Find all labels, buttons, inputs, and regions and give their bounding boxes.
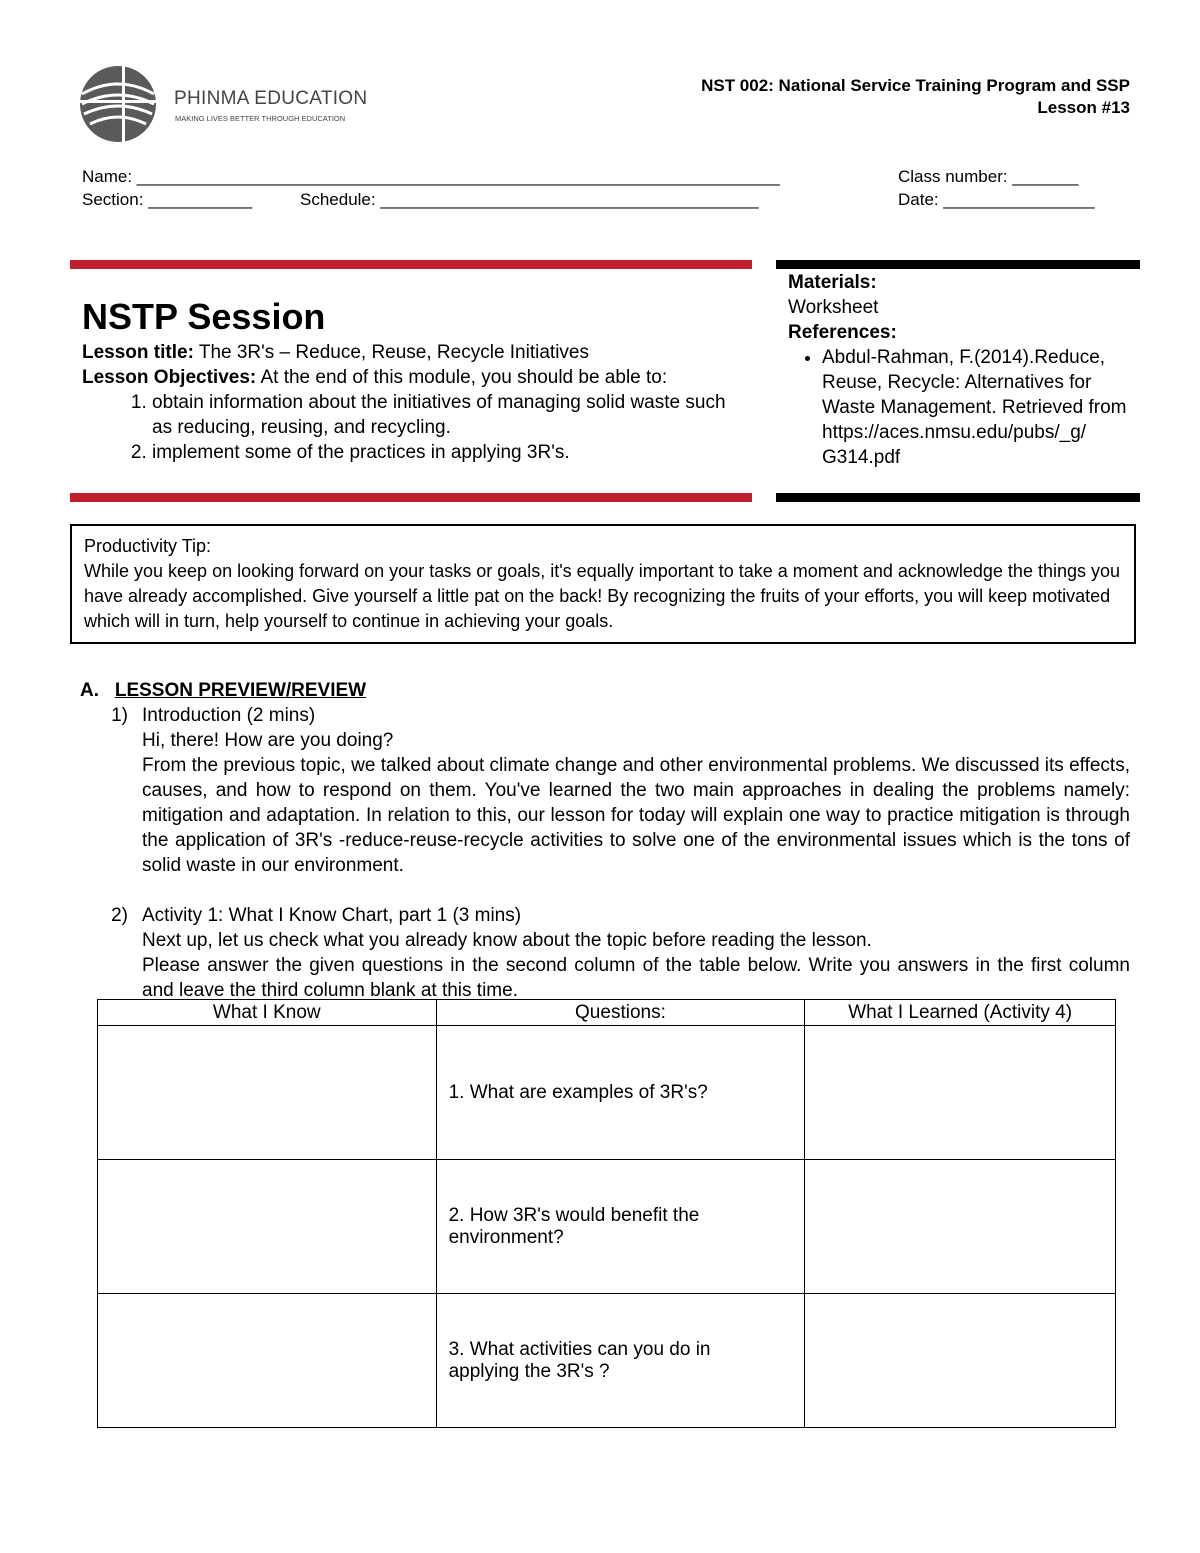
item-heading: Introduction (2 mins) — [142, 705, 316, 726]
materials-label: Materials: — [788, 272, 877, 293]
course-header — [701, 75, 1130, 119]
brand-name: PHINMA EDUCATION — [174, 88, 368, 109]
phinma-logo — [78, 64, 378, 144]
bottom-black-divider — [776, 493, 1140, 502]
lesson-info — [82, 340, 742, 465]
header-questions: Questions: — [436, 1000, 805, 1026]
what-i-know-table — [97, 999, 1116, 1428]
section-a — [80, 678, 1130, 1003]
section-letter: A. — [80, 680, 99, 701]
materials-panel — [788, 270, 1133, 470]
objectives-line — [82, 365, 742, 390]
section-item-activity-1 — [80, 903, 1130, 1003]
learned-cell[interactable] — [805, 1294, 1116, 1428]
class-number-field[interactable]: Class number: _______ — [898, 167, 1079, 186]
greeting-text: Hi, there! How are you doing? — [142, 730, 394, 751]
lesson-title-label: Lesson title: — [82, 342, 194, 363]
intro-paragraph: From the previous topic, we talked about climate change and other environmental problems. We discussed its effects, causes, and how to respond on them. You've learned the two main approaches in dealing the problems namely: mitigation and adaptation. In relation to this, our lesson for today will explain one way to practice mitigation is through the application of 3R's -reduce-reuse-recycle activities to solve one of the environmental issues which is the tons of solid waste in our environment. — [142, 755, 1130, 876]
schedule-field[interactable]: Schedule: ________________________________________ — [300, 190, 759, 209]
answer-cell[interactable] — [98, 1026, 437, 1160]
table-row — [98, 1026, 1116, 1160]
materials-value: Worksheet — [788, 297, 879, 318]
question-cell: 1. What are examples of 3R's? — [436, 1026, 805, 1160]
references-label: References: — [788, 322, 897, 343]
productivity-tip-box — [70, 524, 1136, 644]
answer-cell[interactable] — [98, 1160, 437, 1294]
answer-cell[interactable] — [98, 1294, 437, 1428]
lesson-title: The 3R's – Reduce, Reuse, Recycle Initiatives — [198, 342, 589, 363]
activity-line-2: Please answer the given questions in the second column of the table below. Write you answers in the first column and leave the third column blank at this time. — [142, 955, 1130, 1001]
section-field[interactable]: Section: ___________ — [82, 190, 253, 209]
item-number: 2) — [111, 905, 128, 926]
section-title: LESSON PREVIEW/REVIEW — [114, 680, 367, 701]
brand-tagline: MAKING LIVES BETTER THROUGH EDUCATION — [175, 114, 346, 123]
question-cell: 3. What activities can you do in applying the 3R's ? — [436, 1294, 805, 1428]
tip-text: While you keep on looking forward on your tasks or goals, it's equally important to take a moment and acknowledge the things you have already accomplished. Give yourself a little pat on the back! By recognizing the fruits of your efforts, you will keep motivated which will in turn, help yourself to continue in achieving your goals. — [84, 561, 1121, 631]
table-row — [98, 1160, 1116, 1294]
objectives-intro: At the end of this module, you should be able to: — [260, 367, 668, 388]
tip-title: Productivity Tip: — [84, 536, 212, 556]
section-item-introduction — [80, 703, 1130, 878]
table-header-row — [98, 1000, 1116, 1026]
lesson-number: Lesson #13 — [1037, 98, 1130, 117]
header-what-i-know: What I Know — [98, 1000, 437, 1026]
item-number: 1) — [111, 705, 128, 726]
course-title: NST 002: National Service Training Program and SSP — [701, 76, 1130, 95]
name-field[interactable]: Name: ____________________________________________________________________ — [82, 167, 780, 186]
item-heading: Activity 1: What I Know Chart, part 1 (3 mins) — [142, 905, 522, 926]
date-field[interactable]: Date: ________________ — [898, 190, 1095, 209]
reference-item: • Abdul-Rahman, F.(2014).Reduce, Reuse, Recycle: Alternatives for Waste Management. Retrieved from https://aces.nmsu.edu/pubs/_g/ G314.pdf — [822, 345, 1133, 470]
section-a-heading — [80, 678, 1130, 703]
objective-item: 1. obtain information about the initiatives of managing solid waste such as reducing, reusing, and recycling. — [152, 390, 742, 440]
objective-item: 2. implement some of the practices in applying 3R's. — [152, 440, 742, 465]
lesson-title-line — [82, 340, 742, 365]
learned-cell[interactable] — [805, 1026, 1116, 1160]
session-title: NSTP Session — [82, 296, 326, 337]
header-what-i-learned: What I Learned (Activity 4) — [805, 1000, 1116, 1026]
references-list — [788, 345, 1133, 470]
top-red-divider — [70, 260, 752, 269]
objectives-label: Lesson Objectives: — [82, 367, 257, 388]
learned-cell[interactable] — [805, 1160, 1116, 1294]
bottom-red-divider — [70, 493, 752, 502]
objectives-list — [82, 390, 742, 465]
question-cell: 2. How 3R's would benefit the environment? — [436, 1160, 805, 1294]
table-row — [98, 1294, 1116, 1428]
activity-line-1: Next up, let us check what you already know about the topic before reading the lesson. — [142, 930, 872, 951]
top-black-divider — [776, 260, 1140, 269]
